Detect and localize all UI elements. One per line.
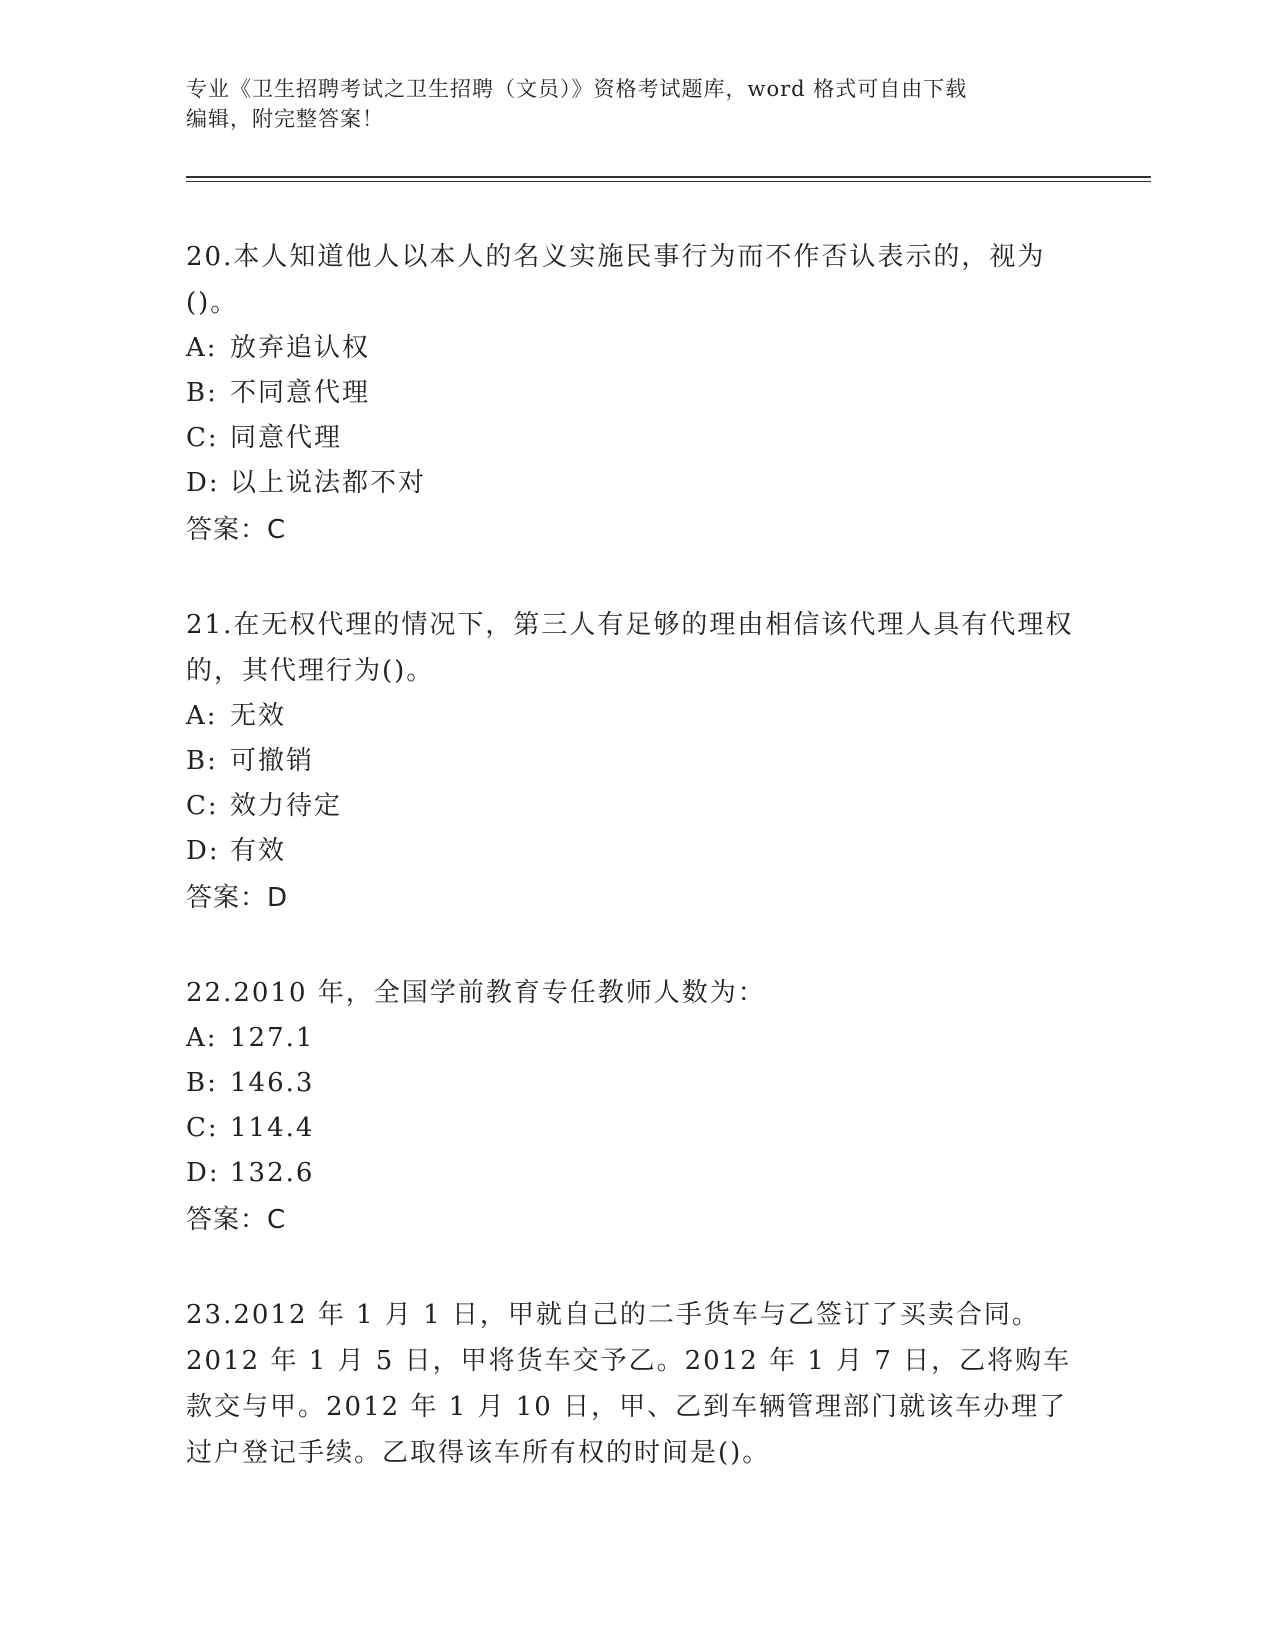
option-b: [186, 1061, 1076, 1106]
option-key: C:: [186, 423, 219, 453]
question-21: [186, 602, 1076, 922]
option-b: [186, 739, 1076, 784]
option-text: 放弃追认权: [230, 333, 371, 363]
option-key: B:: [186, 1068, 218, 1098]
answer-text: 答案：D: [186, 883, 289, 913]
option-key: D:: [186, 1158, 220, 1188]
option-key: C:: [186, 791, 219, 821]
option-text: 同意代理: [230, 423, 343, 453]
option-c: [186, 1106, 1076, 1151]
option-text: 114.4: [230, 1113, 315, 1143]
option-key: B:: [186, 746, 218, 776]
header-line-1: 专业《卫生招聘考试之卫生招聘（文员）》资格考试题库，word 格式可自由下载: [186, 77, 968, 101]
header-rule-bottom: [186, 181, 1151, 182]
option-a: [186, 1016, 1076, 1061]
header-line-2: 编辑，附完整答案！: [186, 107, 384, 131]
document-header: [186, 74, 1076, 134]
option-text: 132.6: [230, 1158, 315, 1188]
option-d: [186, 829, 1076, 874]
option-key: B:: [186, 378, 218, 408]
option-text: 不同意代理: [230, 378, 371, 408]
answer-text: 答案：C: [186, 1205, 287, 1235]
answer-text: 答案：C: [186, 515, 287, 545]
option-c: [186, 416, 1076, 461]
option-key: A:: [186, 701, 218, 731]
option-a: [186, 326, 1076, 371]
question-stem: 21.在无权代理的情况下，第三人有足够的理由相信该代理人具有代理权的，其代理行为()。: [186, 610, 1074, 686]
option-key: C:: [186, 1113, 219, 1143]
question-list: [186, 234, 1076, 1524]
option-text: 146.3: [230, 1068, 315, 1098]
option-d: [186, 461, 1076, 506]
option-key: A:: [186, 1023, 218, 1053]
option-text: 有效: [230, 836, 287, 866]
option-c: [186, 784, 1076, 829]
question-22: [186, 970, 1076, 1244]
question-stem: 20.本人知道他人以本人的名义实施民事行为而不作否认表示的，视为()。: [186, 242, 1046, 318]
option-text: 127.1: [230, 1023, 315, 1053]
option-text: 以上说法都不对: [230, 468, 427, 498]
option-text: 可撤销: [230, 746, 315, 776]
option-text: 效力待定: [230, 791, 343, 821]
option-b: [186, 371, 1076, 416]
question-stem: 23.2012 年 1 月 1 日，甲就自己的二手货车与乙签订了买卖合同。2012 年 1 月 5 日，甲将货车交予乙。2012 年 1 月 7 日，乙将购车款交与甲。2012 年 1 月 10 日，甲、乙到车辆管理部门就该车办理了过户登记手续。乙取得该车所有权的时间是()。: [186, 1300, 1072, 1468]
question-23: [186, 1292, 1076, 1476]
option-text: 无效: [230, 701, 287, 731]
option-key: D:: [186, 468, 220, 498]
header-rule-top: [186, 176, 1151, 178]
option-key: D:: [186, 836, 220, 866]
option-key: A:: [186, 333, 218, 363]
question-stem: 22.2010 年，全国学前教育专任教师人数为：: [186, 978, 766, 1008]
question-20: [186, 234, 1076, 554]
option-d: [186, 1151, 1076, 1196]
option-a: [186, 694, 1076, 739]
